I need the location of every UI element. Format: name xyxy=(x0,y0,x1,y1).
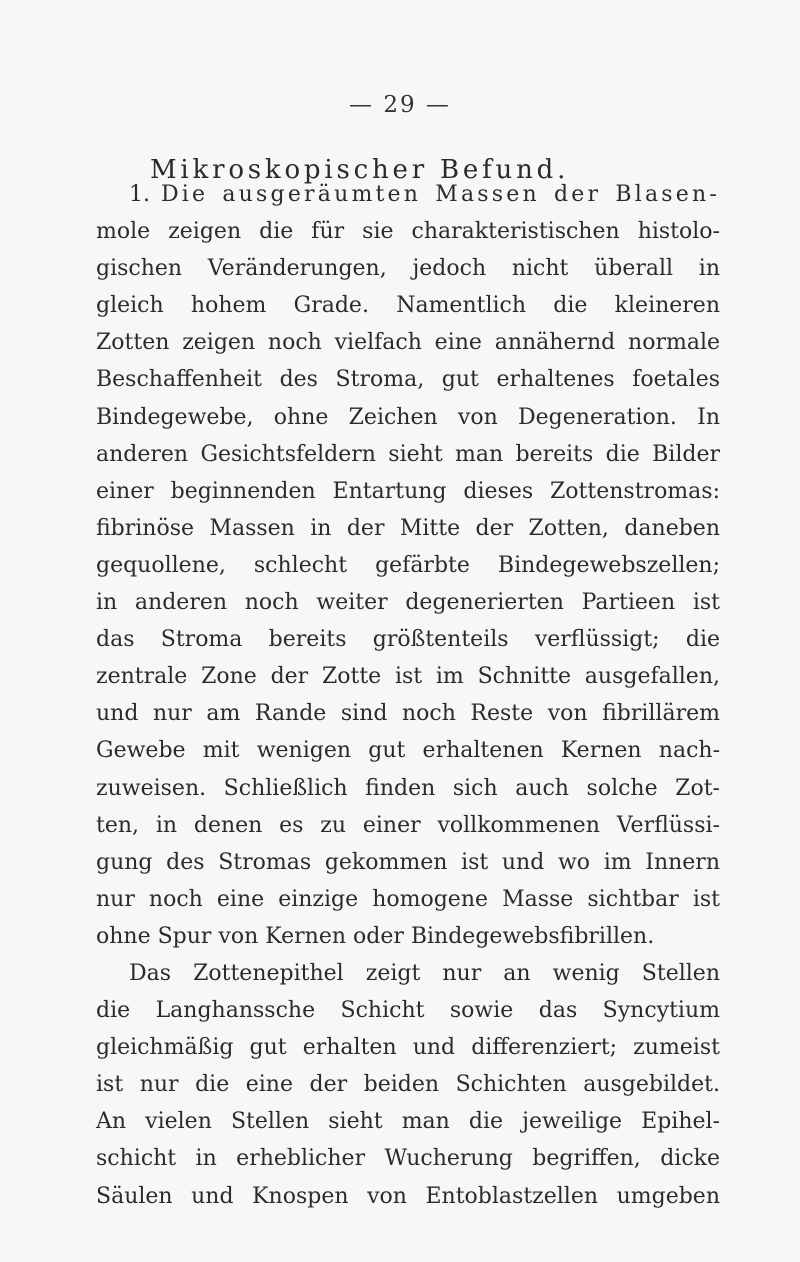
text-line-paragraph-start: Das Zottenepithel zeigt nur an wenig Stellen xyxy=(129,960,720,986)
text-line: anderen Gesichtsfeldern sieht man bereits die Bilder xyxy=(96,441,720,467)
text-line: Bindegewebe, ohne Zeichen von Degeneration. In xyxy=(96,404,720,430)
text-line: einer beginnenden Entartung dieses Zottenstromas: xyxy=(96,478,720,504)
text-line: die Langhanssche Schicht sowie das Syncytium xyxy=(96,998,720,1024)
text-line: gleich hohem Grade. Namentlich die kleineren xyxy=(96,293,720,319)
text-line: Säulen und Knospen von Entoblastzellen umgeben xyxy=(96,1183,720,1209)
text-line: Gewebe mit wenigen gut erhaltenen Kernen nach- xyxy=(96,738,720,764)
text-line: zentrale Zone der Zotte ist im Schnitte ausgefallen, xyxy=(96,664,720,690)
text-line: und nur am Rande sind noch Reste von fibrillärem xyxy=(96,701,720,727)
text-line: gung des Stromas gekommen ist und wo im Innern xyxy=(96,849,720,875)
text-line: Zotten zeigen noch vielfach eine annähernd normale xyxy=(96,330,720,356)
text-line: ohne Spur von Kernen oder Bindegewebsfibrillen. xyxy=(96,923,655,949)
section-title: Mikroskopischer Befund. xyxy=(150,155,570,185)
text-line: mole zeigen die für sie charakteristischen histolo- xyxy=(96,219,720,245)
text-line: gleichmäßig gut erhalten und differenziert; zumeist xyxy=(96,1035,720,1061)
text-line: ist nur die eine der beiden Schichten ausgebildet. xyxy=(96,1072,720,1098)
body-text xyxy=(96,176,720,1215)
text-line: nur noch eine einzige homogene Masse sichtbar ist xyxy=(96,886,720,912)
text-line: schicht in erheblicher Wucherung begriffen, dicke xyxy=(96,1146,720,1172)
text-line: ten, in denen es zu einer vollkommenen Verflüssi- xyxy=(96,812,720,838)
text-line: fibrinöse Massen in der Mitte der Zotten, daneben xyxy=(96,515,720,541)
text-line: gequollene, schlecht gefärbte Bindegewebszellen; xyxy=(96,552,720,578)
text-line-1 xyxy=(96,176,720,213)
text-line: in anderen noch weiter degenerierten Partieen ist xyxy=(96,590,720,616)
text-line: An vielen Stellen sieht man die jeweilige Epihel- xyxy=(96,1109,720,1135)
text-line: gischen Veränderungen, jedoch nicht überall in xyxy=(96,256,720,282)
text-line: Beschaffenheit des Stroma, gut erhaltenes foetales xyxy=(96,367,720,393)
page-number: — 29 — xyxy=(349,92,451,118)
spaced-heading-text: Die ausgeräumten Massen der Blasen- xyxy=(160,182,720,207)
list-number: 1. xyxy=(129,182,161,207)
text-line: zuweisen. Schließlich finden sich auch solche Zot- xyxy=(96,775,720,801)
text-line: das Stroma bereits größtenteils verflüssigt; die xyxy=(96,627,720,653)
